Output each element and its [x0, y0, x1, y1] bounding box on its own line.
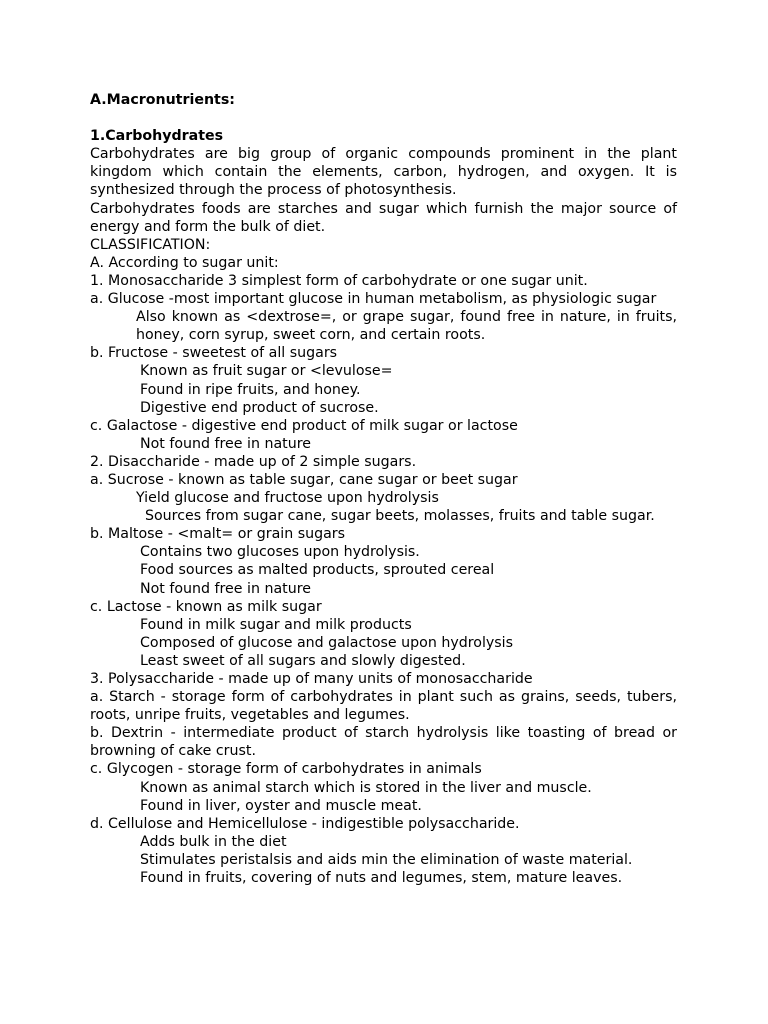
document-page — [90, 91, 677, 887]
starch-item: a. Starch - storage form of carbohydrates in plant such as grains, seeds, tubers, roots, unripe fruits, vegetables and legumes. — [90, 689, 677, 724]
lactose-item: c. Lactose - known as milk sugar — [90, 598, 322, 615]
poly-title: 3. Polysaccharide - made up of many units of monosaccharide — [90, 671, 533, 687]
glycogen-note: Found in liver, oyster and muscle meat. — [140, 797, 422, 814]
mono-title: 1. Monosaccharide 3 simplest form of carbohydrate or one sugar unit. — [90, 272, 588, 289]
dextrin-item: b. Dextrin - intermediate product of starch hydrolysis like toasting of bread or browning of cake crust. — [90, 725, 677, 760]
glucose-item: a. Glucose -most important glucose in human metabolism, as physiologic sugar — [90, 291, 657, 308]
lactose-note: Composed of glucose and galactose upon hydrolysis — [140, 634, 514, 651]
foods-paragraph: Carbohydrates foods are starches and sugar which furnish the major source of energy and form the bulk of diet. — [90, 200, 677, 235]
cellulose-note: Found in fruits, covering of nuts and legumes, stem, mature leaves. — [140, 870, 623, 887]
maltose-note: Not found free in nature — [140, 580, 311, 597]
fructose-note: Digestive end product of sucrose. — [140, 399, 379, 416]
galactose-note: Not found free in nature — [140, 435, 311, 452]
galactose-item: c. Galactose - digestive end product of milk sugar or lactose — [90, 417, 518, 434]
di-title: 2. Disaccharide - made up of 2 simple sugars. — [90, 453, 417, 470]
section-title: 1.Carbohydrates — [90, 128, 224, 145]
lactose-note: Least sweet of all sugars and slowly digested. — [140, 652, 466, 669]
sucrose-sources: Sources from sugar cane, sugar beets, molasses, fruits and table sugar. — [145, 508, 655, 525]
fructose-note: Found in ripe fruits, and honey. — [140, 381, 361, 398]
cellulose-note: Stimulates peristalsis and aids min the elimination of waste material. — [140, 851, 633, 868]
document-heading: A.Macronutrients: — [90, 92, 235, 108]
maltose-note: Food sources as malted products, sprouted cereal — [140, 562, 495, 579]
cellulose-item: d. Cellulose and Hemicellulose - indigestible polysaccharide. — [90, 815, 520, 832]
cellulose-note: Adds bulk in the diet — [140, 833, 287, 850]
fructose-note: Known as fruit sugar or <levulose= — [140, 363, 393, 380]
sucrose-item: a. Sucrose - known as table sugar, cane sugar or beet sugar — [90, 471, 518, 488]
maltose-item: b. Maltose - <malt= or grain sugars — [90, 526, 346, 543]
glucose-note: Also known as <dextrose=, or grape sugar, found free in nature, in fruits, honey, corn syrup, sweet corn, and certain roots. — [136, 309, 677, 344]
lactose-note: Found in milk sugar and milk products — [140, 616, 412, 633]
intro-paragraph: Carbohydrates are big group of organic compounds prominent in the plant kingdom which contain the elements, carbon, hydrogen, and oxygen. It is synthesized through the process of photosynthesis. — [90, 146, 677, 199]
classification-label: CLASSIFICATION: — [90, 236, 211, 253]
fructose-item: b. Fructose - sweetest of all sugars — [90, 345, 338, 362]
glycogen-note: Known as animal starch which is stored in the liver and muscle. — [140, 779, 592, 796]
blank-line — [90, 109, 677, 127]
sucrose-note: Yield glucose and fructose upon hydrolysis — [136, 490, 439, 507]
by-unit-label: A. According to sugar unit: — [90, 254, 279, 271]
glycogen-item: c. Glycogen - storage form of carbohydrates in animals — [90, 761, 482, 778]
maltose-note: Contains two glucoses upon hydrolysis. — [140, 544, 420, 561]
